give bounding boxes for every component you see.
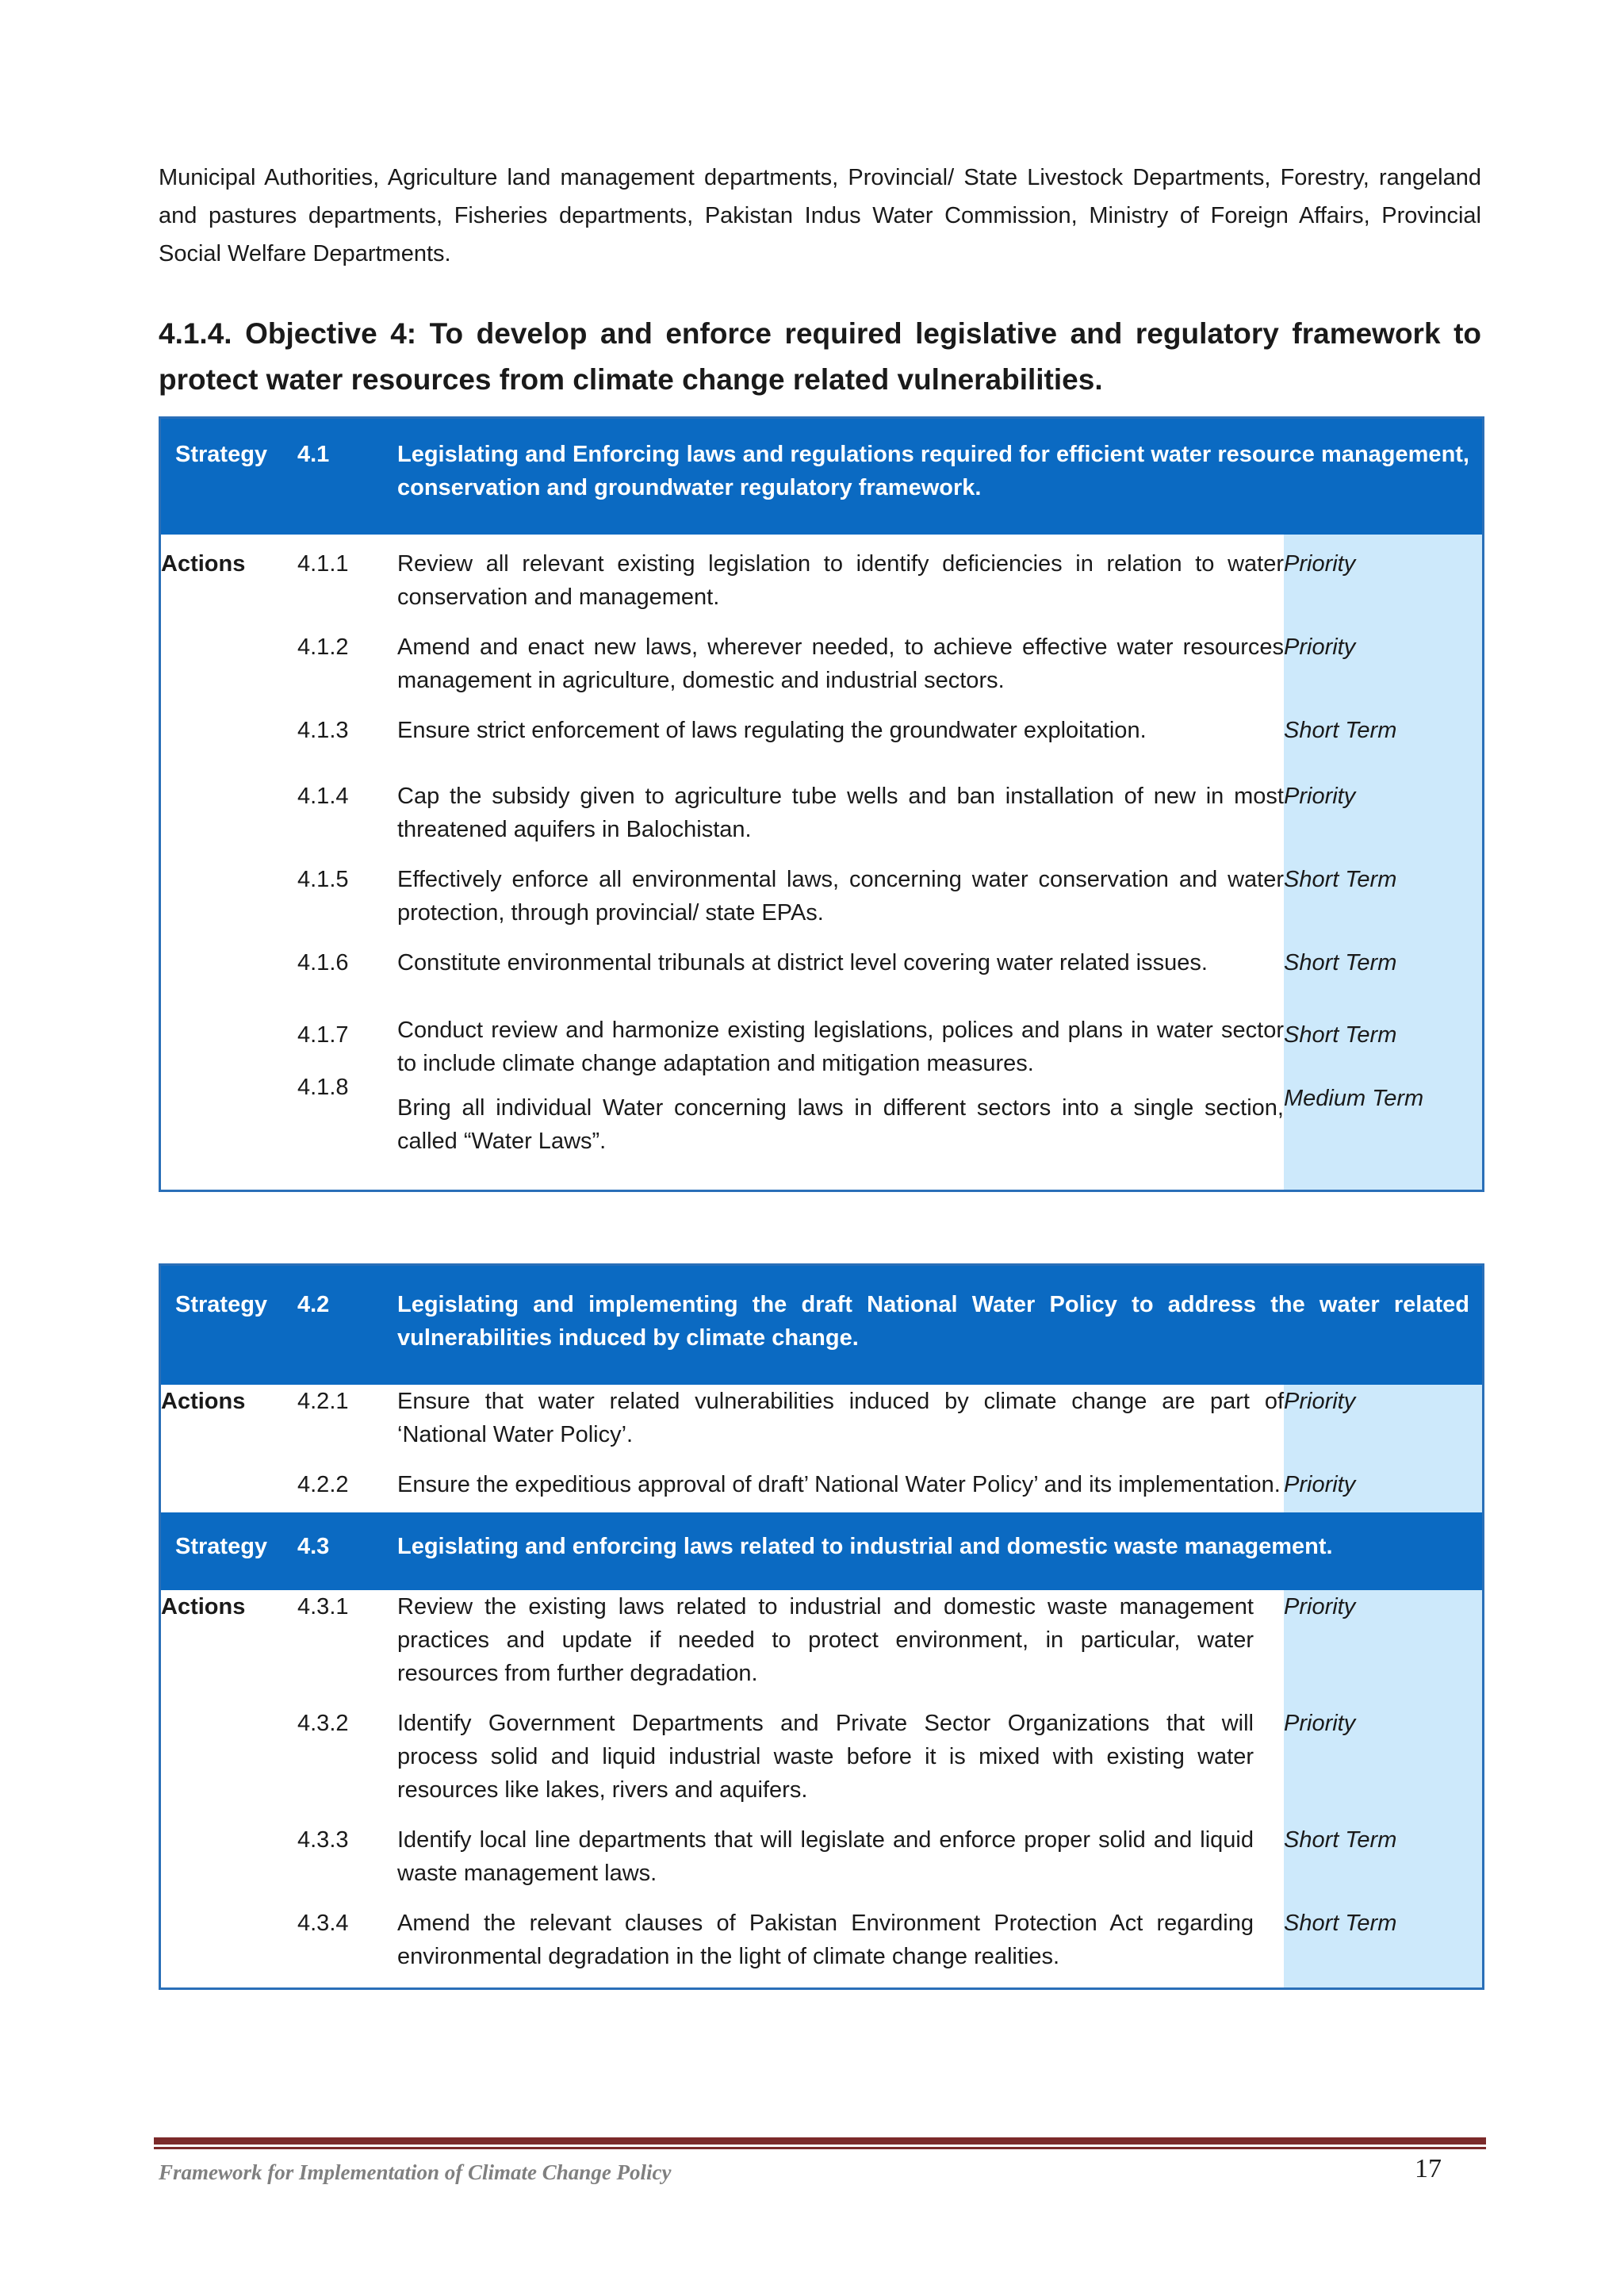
action-term: Short Term	[1284, 1890, 1484, 1989]
action-row	[160, 1807, 1484, 1890]
objective-heading: 4.1.4. Objective 4: To develop and enforce required legislative and regulatory framework to protect water resources from climate change related vulnerabilities.	[159, 317, 1481, 396]
intro-paragraph: Municipal Authorities, Agriculture land management departments, Provincial/ State Livestock Departments, Forestry, rangeland and pastures departments, Fisheries departments, Pakistan Indus Water Commission, Ministry of Foreign Affairs, Provincial Social Welfare Departments.	[159, 165, 1481, 266]
actions-label: Actions	[161, 1594, 246, 1619]
strategy-table-4-1	[159, 416, 1484, 1192]
action-number: 4.3.3	[297, 1827, 349, 1853]
action-term: Priority	[1284, 614, 1484, 697]
strategy-label: Strategy	[160, 1512, 298, 1590]
action-row	[160, 1080, 1484, 1191]
page-number: 17	[1415, 2154, 1442, 2183]
action-term: Priority	[1284, 1385, 1484, 1451]
strategy-number: 4.1	[297, 418, 397, 535]
action-number: 4.1.5	[297, 867, 349, 892]
actions-label: Actions	[161, 551, 246, 577]
action-number: 4.3.2	[297, 1711, 349, 1736]
strategy-title: Legislating and Enforcing laws and regulations required for efficient water resource management, conservation and groundwater regulatory framework.	[397, 418, 1484, 535]
action-row	[160, 979, 1484, 1080]
action-number: 4.1.8	[297, 1075, 349, 1100]
strategy-table-4-2-4-3	[159, 1263, 1484, 1990]
actions-label: Actions	[161, 1389, 246, 1414]
action-term: Short Term	[1284, 979, 1484, 1080]
action-term: Short Term	[1284, 930, 1484, 979]
action-row	[160, 1690, 1484, 1807]
action-term: Short Term	[1284, 697, 1484, 747]
action-number: 4.1.6	[297, 950, 349, 976]
strategy-number: 4.3	[297, 1512, 397, 1590]
action-text: Review all relevant existing legislation to identify deficiencies in relation to water conservation and management.	[397, 551, 1284, 610]
action-row	[160, 1590, 1484, 1690]
action-number: 4.3.4	[297, 1911, 349, 1936]
action-row	[160, 1890, 1484, 1989]
action-text: Amend the relevant clauses of Pakistan Environment Protection Act regarding environmental degradation in the light of climate change realities.	[397, 1911, 1254, 1969]
action-text: Cap the subsidy given to agriculture tube wells and ban installation of new in most threatened aquifers in Balochistan.	[397, 784, 1284, 842]
strategy-header	[160, 418, 1484, 535]
action-text: Ensure strict enforcement of laws regulating the groundwater exploitation.	[397, 718, 1147, 743]
strategy-title: Legislating and enforcing laws related to industrial and domestic waste management.	[397, 1512, 1484, 1590]
footer-rule-thin	[154, 2147, 1486, 2149]
action-row	[160, 846, 1484, 930]
action-row	[160, 930, 1484, 979]
action-number: 4.3.1	[297, 1594, 349, 1619]
action-term: Priority	[1284, 535, 1484, 614]
strategy-title: Legislating and implementing the draft National Water Policy to address the water related vulnerabilities induced by climate change.	[397, 1265, 1484, 1386]
action-row	[160, 614, 1484, 697]
action-number: 4.1.3	[297, 718, 349, 743]
strategy-number: 4.2	[297, 1265, 397, 1386]
action-row	[160, 1385, 1484, 1451]
action-text: Ensure that water related vulnerabilities induced by climate change are part of ‘National Water Policy’.	[397, 1389, 1284, 1447]
action-text: Conduct review and harmonize existing legislations, polices and plans in water sector to include climate change adaptation and mitigation measures.	[397, 1018, 1284, 1076]
action-term: Priority	[1284, 1690, 1484, 1807]
action-term: Priority	[1284, 1451, 1484, 1512]
action-text: Identify Government Departments and Private Sector Organizations that will process solid and liquid industrial waste before it is mixed with existing water resources like lakes, rivers and aquifers.	[397, 1711, 1254, 1803]
action-row	[160, 747, 1484, 846]
action-text: Constitute environmental tribunals at district level covering water related issues.	[397, 950, 1208, 976]
action-number: 4.1.7	[297, 1022, 349, 1048]
action-number: 4.1.4	[297, 784, 349, 809]
action-number: 4.2.1	[297, 1389, 349, 1414]
strategy-header	[160, 1265, 1484, 1386]
footer-rule-thick	[154, 2137, 1486, 2145]
action-text: Amend and enact new laws, wherever needed, to achieve effective water resources management in agriculture, domestic and industrial sectors.	[397, 634, 1284, 693]
action-number: 4.1.2	[297, 634, 349, 660]
strategy-header	[160, 1512, 1484, 1590]
action-term: Short Term	[1284, 846, 1484, 930]
action-term: Short Term	[1284, 1807, 1484, 1890]
action-row	[160, 697, 1484, 747]
action-term: Medium Term	[1284, 1080, 1484, 1191]
action-text: Ensure the expeditious approval of draft’ National Water Policy’ and its implementation.	[397, 1472, 1281, 1497]
action-row	[160, 535, 1484, 614]
action-row	[160, 1451, 1484, 1512]
strategy-label: Strategy	[160, 418, 298, 535]
action-text: Effectively enforce all environmental laws, concerning water conservation and water protection, through provincial/ state EPAs.	[397, 867, 1284, 926]
action-text: Identify local line departments that will legislate and enforce proper solid and liquid waste management laws.	[397, 1827, 1254, 1886]
action-term: Priority	[1284, 1590, 1484, 1690]
action-number: 4.1.1	[297, 551, 349, 577]
strategy-label: Strategy	[160, 1265, 298, 1386]
action-text: Review the existing laws related to industrial and domestic waste management practices and update if needed to protect environment, in particular, water resources from further degradation.	[397, 1594, 1254, 1686]
action-text: Bring all individual Water concerning laws in different sectors into a single section, called “Water Laws”.	[397, 1095, 1284, 1154]
footer-title: Framework for Implementation of Climate Change Policy	[159, 2160, 672, 2184]
action-term: Priority	[1284, 747, 1484, 846]
action-number: 4.2.2	[297, 1472, 349, 1497]
